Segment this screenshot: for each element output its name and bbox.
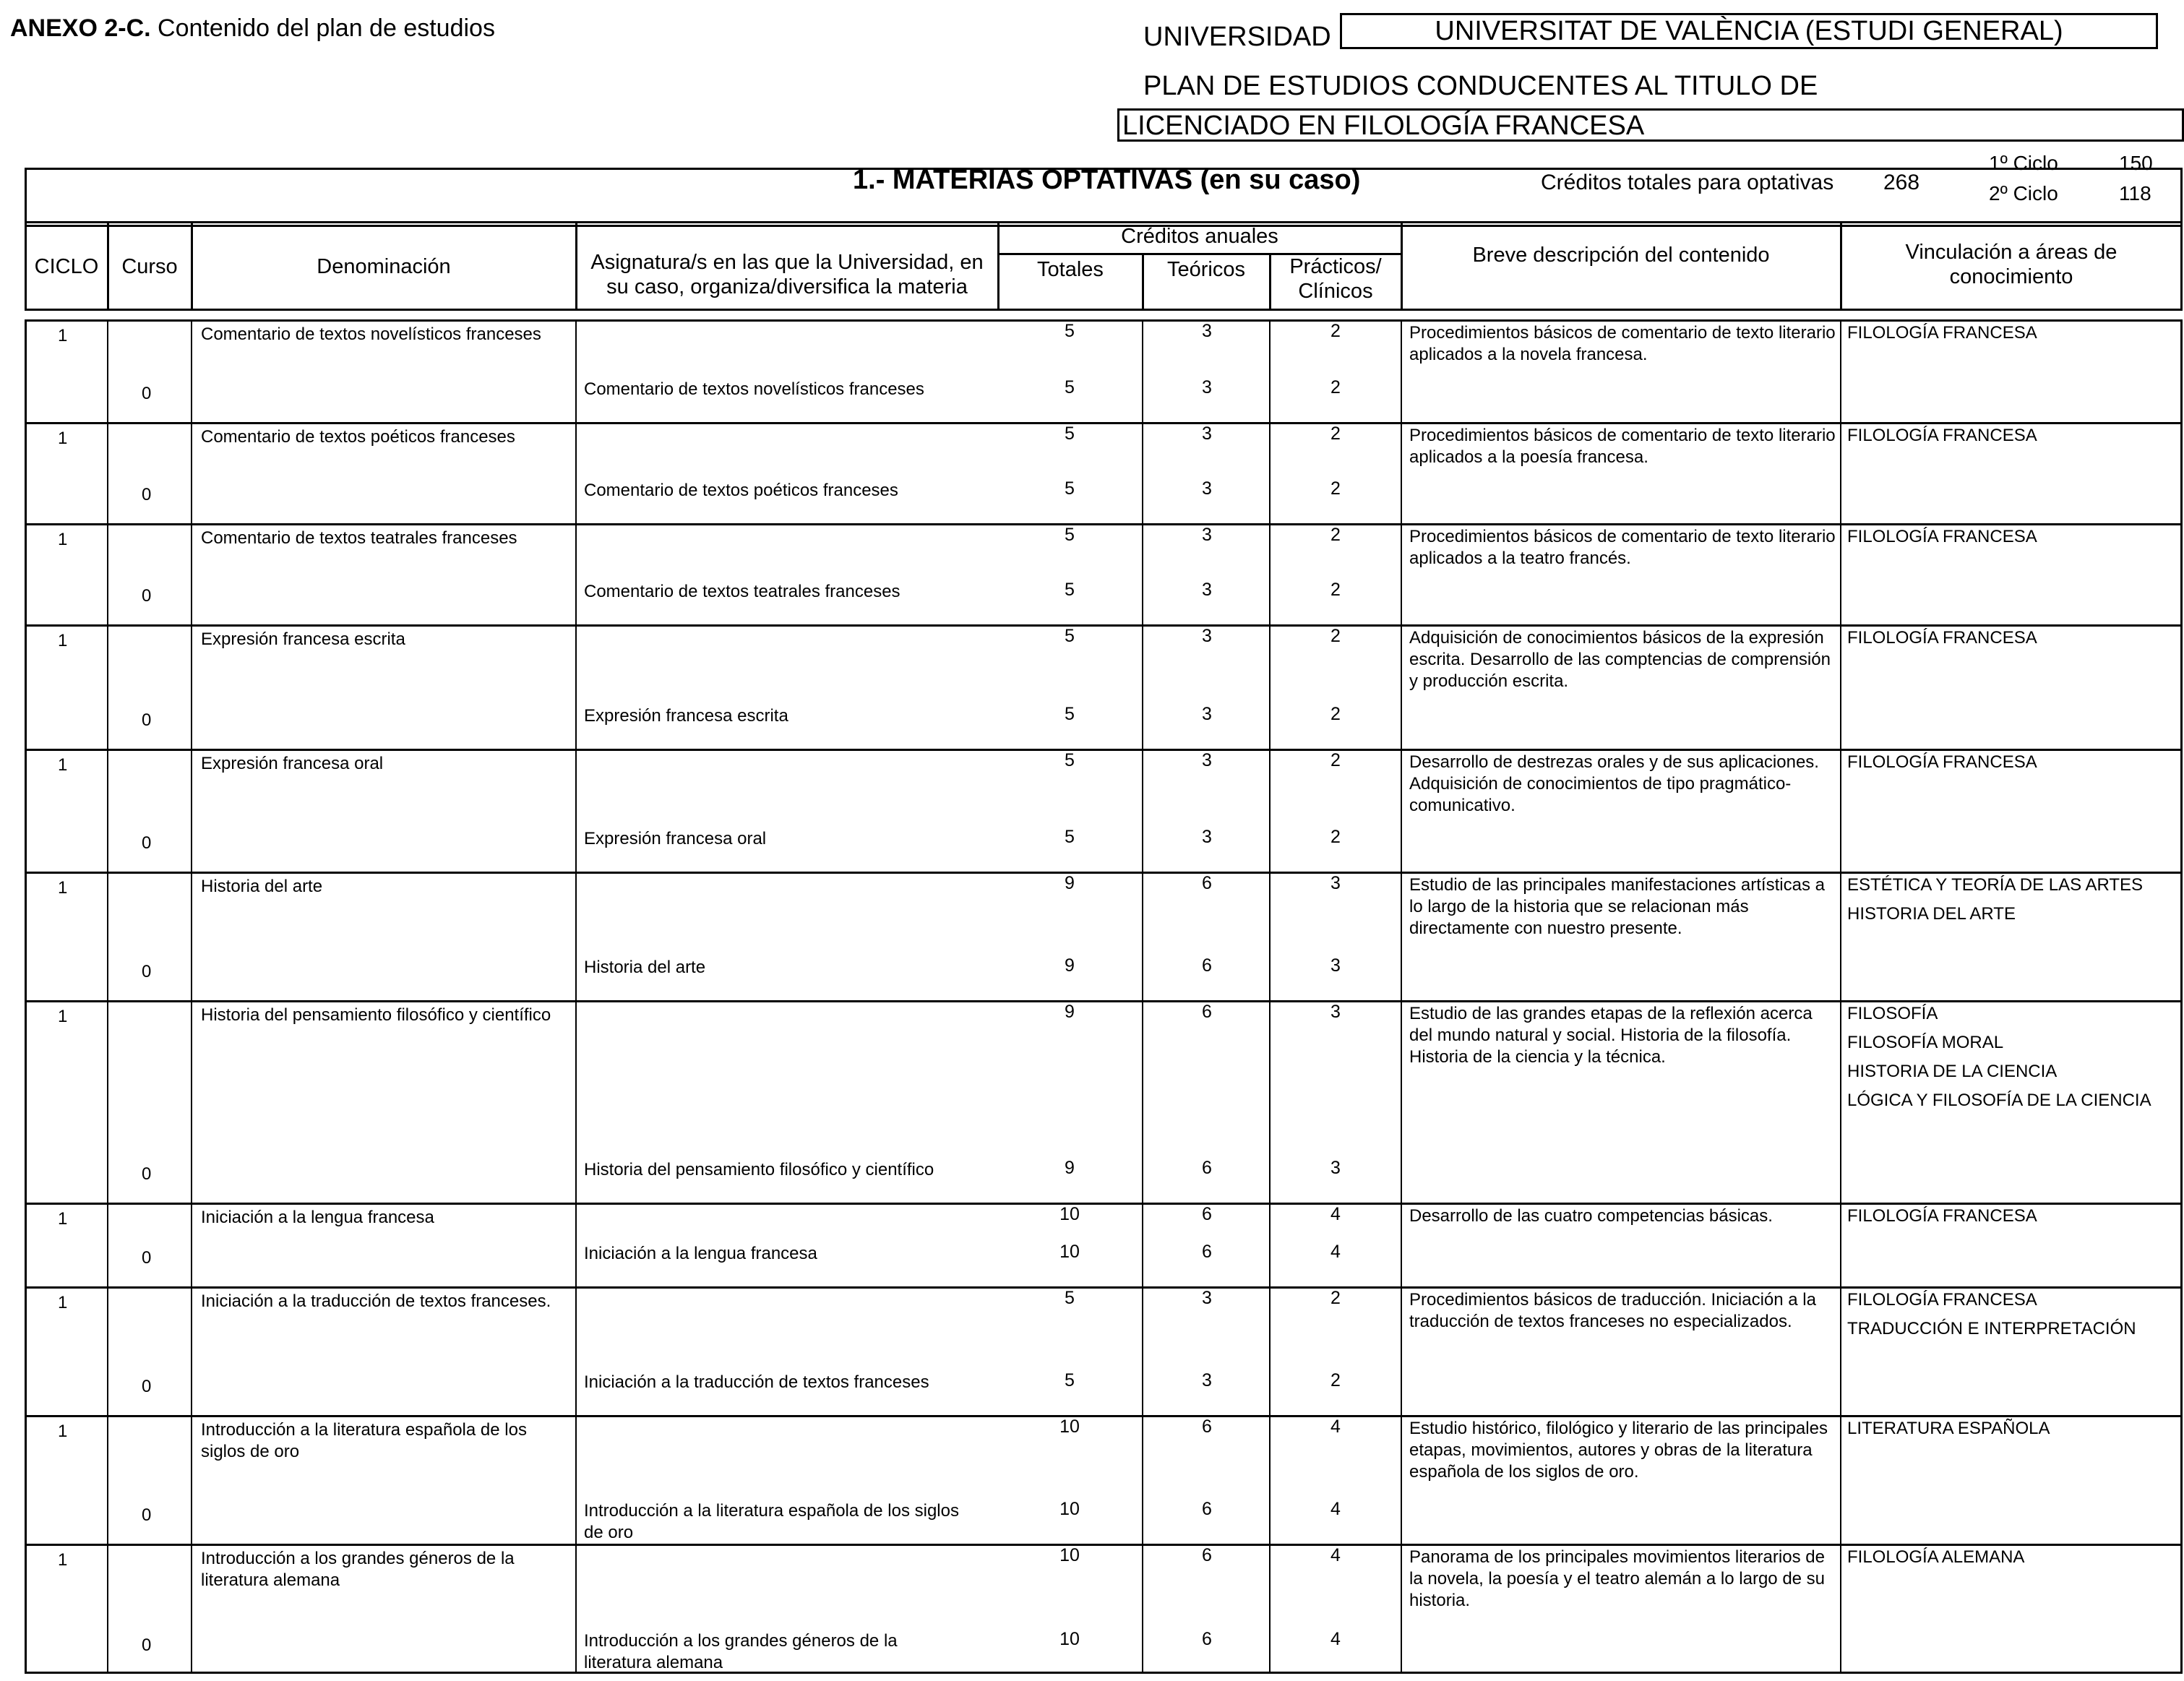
- row-denominacion: Comentario de textos teatrales franceses: [201, 528, 517, 548]
- row-practicos-1: 2: [1330, 321, 1341, 341]
- row-ciclo: 1: [58, 1007, 68, 1026]
- row-practicos-1: 2: [1330, 424, 1341, 444]
- row-asignatura: Comentario de textos teatrales franceses: [584, 582, 900, 601]
- row-curso: 0: [142, 1377, 152, 1396]
- row-ciclo: 1: [58, 755, 68, 775]
- row-asignatura: Iniciación a la traducción de textos franceses: [584, 1372, 929, 1392]
- row-curso: 0: [142, 710, 152, 730]
- row-totales-2: 5: [1065, 377, 1075, 397]
- ciclo1-value: 150: [2119, 152, 2153, 174]
- ciclo1-label: 1º Ciclo: [1989, 152, 2058, 174]
- row-asignatura: Historia del arte: [584, 958, 706, 977]
- row-practicos-1: 2: [1330, 525, 1341, 545]
- row-curso: 0: [142, 962, 152, 981]
- row-totales-1: 10: [1059, 1545, 1080, 1565]
- row-totales-1: 5: [1065, 321, 1075, 341]
- row-denominacion: Comentario de textos poéticos franceses: [201, 427, 515, 447]
- row-teoricos-1: 6: [1202, 1545, 1212, 1565]
- row-teoricos-2: 6: [1202, 1629, 1212, 1649]
- row-denominacion: Iniciación a la traducción de textos franceses.: [201, 1291, 551, 1311]
- row-denominacion: Expresión francesa oral: [201, 754, 384, 773]
- row-totales-2: 5: [1065, 704, 1075, 724]
- row-practicos-1: 4: [1330, 1416, 1341, 1437]
- row-totales-1: 5: [1065, 1288, 1075, 1308]
- row-practicos-1: 3: [1330, 1002, 1341, 1022]
- col-vinculacion: Vinculación a áreas de conocimiento: [1905, 241, 2118, 288]
- col-breve: Breve descripción del contenido: [1472, 244, 1770, 267]
- row-totales-1: 5: [1065, 750, 1075, 770]
- row-breve: Procedimientos básicos de comentario de texto literario aplicados a la teatro francés.: [1409, 527, 1836, 568]
- creditos-label: Créditos totales para optativas: [1541, 171, 1834, 194]
- row-totales-2: 9: [1065, 955, 1075, 976]
- row-totales-1: 9: [1065, 873, 1075, 893]
- row-practicos-2: 2: [1330, 827, 1341, 847]
- col-ciclo: CICLO: [34, 255, 99, 278]
- row-curso: 0: [142, 1248, 152, 1268]
- row-practicos-1: 2: [1330, 626, 1341, 646]
- col-teoricos: Teóricos: [1167, 258, 1245, 281]
- row-practicos-1: 2: [1330, 750, 1341, 770]
- row-practicos-2: 4: [1330, 1499, 1341, 1519]
- row-breve: Desarrollo de las cuatro competencias básicas.: [1409, 1206, 1773, 1226]
- row-breve: Procedimientos básicos de comentario de texto literario aplicados a la novela francesa.: [1409, 323, 1836, 364]
- plan-label: PLAN DE ESTUDIOS CONDUCENTES AL TITULO DE: [1143, 71, 1818, 101]
- row-denominacion: Historia del arte: [201, 877, 323, 896]
- row-teoricos-2: 3: [1202, 704, 1212, 724]
- row-vinculacion-item: FILOLOGÍA FRANCESA: [1847, 628, 2037, 648]
- universidad-value: UNIVERSITAT DE VALÈNCIA (ESTUDI GENERAL): [1340, 13, 2158, 49]
- annex-label: ANEXO 2-C.: [10, 14, 151, 42]
- row-teoricos-1: 3: [1202, 1288, 1212, 1308]
- row-totales-1: 5: [1065, 626, 1075, 646]
- row-teoricos-1: 6: [1202, 873, 1212, 893]
- row-practicos-2: 2: [1330, 704, 1341, 724]
- row-teoricos-1: 3: [1202, 424, 1212, 444]
- row-asignatura: Introducción a los grandes géneros de la literatura alemana: [584, 1631, 898, 1672]
- row-teoricos-1: 3: [1202, 750, 1212, 770]
- row-practicos-2: 3: [1330, 955, 1341, 976]
- row-totales-2: 5: [1065, 580, 1075, 600]
- row-vinculacion-item: FILOSOFÍA MORAL: [1847, 1033, 2004, 1052]
- row-teoricos-2: 6: [1202, 1158, 1212, 1178]
- section-title: 1.- MATERIAS OPTATIVAS (en su caso): [853, 165, 1361, 195]
- row-totales-2: 5: [1065, 827, 1075, 847]
- row-curso: 0: [142, 1164, 152, 1184]
- row-teoricos-1: 3: [1202, 525, 1212, 545]
- row-practicos-2: 2: [1330, 1370, 1341, 1390]
- row-breve: Procedimientos básicos de traducción. Iniciación a la traducción de textos franceses no especializados.: [1409, 1290, 1816, 1331]
- row-teoricos-1: 3: [1202, 626, 1212, 646]
- row-denominacion: Expresión francesa escrita: [201, 629, 405, 649]
- row-practicos-2: 3: [1330, 1158, 1341, 1178]
- ciclo2-value: 118: [2119, 182, 2151, 205]
- row-denominacion: Introducción a la literatura española de los siglos de oro: [201, 1420, 527, 1461]
- row-asignatura: Expresión francesa oral: [584, 829, 767, 848]
- row-breve: Estudio de las principales manifestaciones artísticas a lo largo de la historia que se relacionan más directamente con nuestro presente.: [1409, 875, 1825, 938]
- col-asignatura: Asignatura/s en las que la Universidad, en su caso, organiza/diversifica la materia: [590, 251, 984, 298]
- row-breve: Panorama de los principales movimientos literarios de la novela, la poesía y el teatro alemán a lo largo de su historia.: [1409, 1547, 1826, 1610]
- row-breve: Estudio histórico, filológico y literario de las principales etapas, movimientos, autores y obras de la literatura española de los siglos de oro.: [1409, 1419, 1828, 1482]
- col-curso: Curso: [121, 255, 178, 278]
- row-teoricos-2: 3: [1202, 478, 1212, 499]
- row-ciclo: 1: [58, 530, 68, 549]
- col-denominacion: Denominación: [317, 255, 451, 278]
- row-ciclo: 1: [58, 878, 68, 898]
- row-vinculacion-item: HISTORIA DE LA CIENCIA: [1847, 1062, 2058, 1081]
- row-denominacion: Comentario de textos novelísticos franceses: [201, 324, 541, 344]
- row-vinculacion-item: FILOLOGÍA FRANCESA: [1847, 1290, 2037, 1310]
- row-breve: Desarrollo de destrezas orales y de sus aplicaciones. Adquisición de conocimientos de tipo pragmático-comunicativo.: [1409, 752, 1819, 815]
- row-teoricos-2: 3: [1202, 1370, 1212, 1390]
- row-practicos-2: 2: [1330, 478, 1341, 499]
- row-ciclo: 1: [58, 1209, 68, 1229]
- row-curso: 0: [142, 485, 152, 504]
- row-asignatura: Expresión francesa escrita: [584, 706, 788, 726]
- row-totales-2: 9: [1065, 1158, 1075, 1178]
- row-totales-1: 5: [1065, 525, 1075, 545]
- row-breve: Estudio de las grandes etapas de la reflexión acerca del mundo natural y social. Historia de la filosofía. Historia de la ciencia y la técnica.: [1409, 1004, 1813, 1067]
- row-vinculacion-item: HISTORIA DEL ARTE: [1847, 904, 2016, 924]
- row-teoricos-2: 6: [1202, 1499, 1212, 1519]
- annex-title: [10, 14, 495, 43]
- row-curso: 0: [142, 1635, 152, 1655]
- titulo-value: LICENCIADO EN FILOLOGÍA FRANCESA: [1117, 108, 2184, 142]
- row-curso: 0: [142, 384, 152, 403]
- row-vinculacion-item: FILOLOGÍA FRANCESA: [1847, 323, 2037, 343]
- row-teoricos-2: 3: [1202, 377, 1212, 397]
- row-denominacion: Introducción a los grandes géneros de la literatura alemana: [201, 1549, 515, 1590]
- row-asignatura: Iniciación a la lengua francesa: [584, 1244, 817, 1263]
- col-creditos-anuales: Créditos anuales: [1121, 225, 1278, 248]
- row-vinculacion-item: FILOLOGÍA FRANCESA: [1847, 426, 2037, 445]
- row-practicos-1: 4: [1330, 1204, 1341, 1224]
- row-teoricos-1: 3: [1202, 321, 1212, 341]
- row-vinculacion-item: LÓGICA Y FILOSOFÍA DE LA CIENCIA: [1847, 1091, 2151, 1110]
- row-denominacion: Iniciación a la lengua francesa: [201, 1208, 434, 1227]
- row-practicos-2: 4: [1330, 1629, 1341, 1649]
- row-vinculacion-item: FILOSOFÍA: [1847, 1004, 1938, 1023]
- row-totales-2: 10: [1059, 1499, 1080, 1519]
- row-teoricos-2: 3: [1202, 827, 1212, 847]
- row-ciclo: 1: [58, 429, 68, 448]
- row-totales-1: 9: [1065, 1002, 1075, 1022]
- row-totales-1: 10: [1059, 1416, 1080, 1437]
- row-breve: Adquisición de conocimientos básicos de la expresión escrita. Desarrollo de las comptencias de comprensión y producción escrita.: [1409, 628, 1831, 691]
- row-teoricos-2: 6: [1202, 1242, 1212, 1262]
- row-curso: 0: [142, 586, 152, 606]
- col-divider: [575, 221, 577, 311]
- row-practicos-1: 4: [1330, 1545, 1341, 1565]
- row-asignatura: Comentario de textos novelísticos franceses: [584, 379, 924, 399]
- annex-description: Contenido del plan de estudios: [158, 14, 495, 42]
- row-practicos-1: 2: [1330, 1288, 1341, 1308]
- row-practicos-2: 4: [1330, 1242, 1341, 1262]
- row-practicos-1: 3: [1330, 873, 1341, 893]
- row-practicos-2: 2: [1330, 377, 1341, 397]
- row-breve: Procedimientos básicos de comentario de texto literario aplicados a la poesía francesa.: [1409, 426, 1836, 467]
- row-asignatura: Introducción a la literatura española de los siglos de oro: [584, 1501, 959, 1542]
- row-vinculacion-item: FILOLOGÍA FRANCESA: [1847, 1206, 2037, 1226]
- row-teoricos-1: 6: [1202, 1002, 1212, 1022]
- row-teoricos-1: 6: [1202, 1204, 1212, 1224]
- row-totales-2: 10: [1059, 1629, 1080, 1649]
- creditos-total: 268: [1883, 171, 1920, 194]
- row-vinculacion-item: TRADUCCIÓN E INTERPRETACIÓN: [1847, 1319, 2136, 1338]
- row-teoricos-2: 3: [1202, 580, 1212, 600]
- row-vinculacion-item: FILOLOGÍA ALEMANA: [1847, 1547, 2025, 1567]
- row-totales-2: 5: [1065, 1370, 1075, 1390]
- row-ciclo: 1: [58, 1550, 68, 1570]
- row-totales-1: 10: [1059, 1204, 1080, 1224]
- row-ciclo: 1: [58, 631, 68, 650]
- row-denominacion: Historia del pensamiento filosófico y científico: [201, 1005, 551, 1025]
- row-teoricos-1: 6: [1202, 1416, 1212, 1437]
- row-vinculacion-item: ESTÉTICA Y TEORÍA DE LAS ARTES: [1847, 875, 2144, 895]
- row-asignatura: Historia del pensamiento filosófico y científico: [584, 1160, 934, 1179]
- row-practicos-2: 2: [1330, 580, 1341, 600]
- row-ciclo: 1: [58, 326, 68, 345]
- col-totales: Totales: [1037, 258, 1104, 281]
- row-asignatura: Comentario de textos poéticos franceses: [584, 481, 898, 500]
- row-totales-2: 10: [1059, 1242, 1080, 1262]
- row-vinculacion-item: FILOLOGÍA FRANCESA: [1847, 752, 2037, 772]
- row-totales-2: 5: [1065, 478, 1075, 499]
- row-curso: 0: [142, 1505, 152, 1525]
- ciclo2-label: 2º Ciclo: [1989, 182, 2058, 205]
- row-vinculacion-item: FILOLOGÍA FRANCESA: [1847, 527, 2037, 546]
- row-curso: 0: [142, 833, 152, 853]
- row-totales-1: 5: [1065, 424, 1075, 444]
- row-ciclo: 1: [58, 1422, 68, 1441]
- row-teoricos-2: 6: [1202, 955, 1212, 976]
- row-vinculacion-item: LITERATURA ESPAÑOLA: [1847, 1419, 2050, 1438]
- row-ciclo: 1: [58, 1293, 68, 1312]
- universidad-label: UNIVERSIDAD: [1143, 22, 1331, 52]
- col-practicos: Prácticos/ Clínicos: [1289, 255, 1382, 303]
